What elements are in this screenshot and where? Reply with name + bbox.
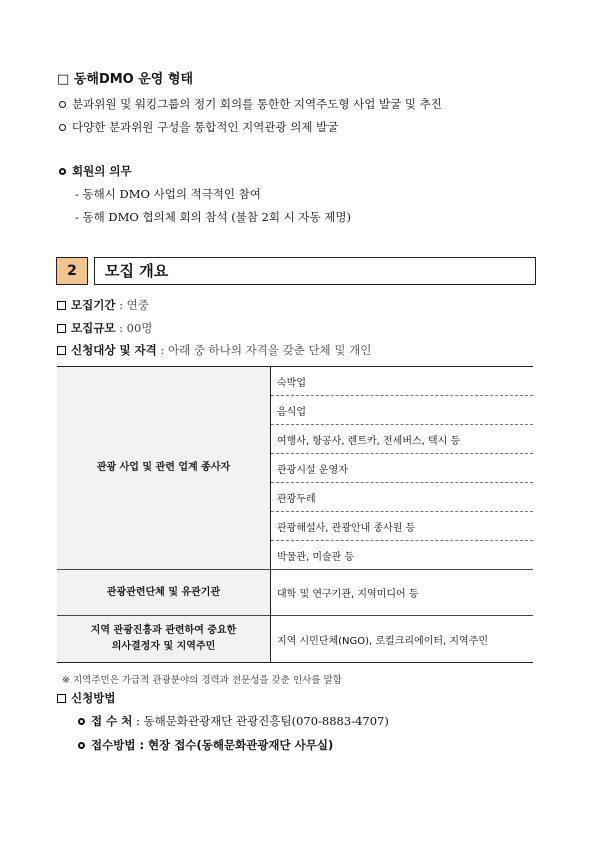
- checkbox-square-icon: [57, 301, 66, 310]
- section-header: [56, 257, 536, 285]
- category-cell: 지역 관광진흥과 관련하여 중요한 의사결정자 및 지역주민: [57, 616, 271, 663]
- duties-title: 회원의 의무: [59, 163, 132, 179]
- table-row: [57, 367, 533, 396]
- item-cell: 관광두레: [271, 483, 534, 512]
- recruit-size: 모집규모 : 00명: [57, 320, 152, 336]
- item-cell: 관광해설사, 관광안내 종사원 등: [271, 512, 534, 541]
- checkbox-square-icon: [57, 346, 66, 355]
- item-cell: 여행사, 항공사, 렌트카, 전세버스, 택시 등: [271, 425, 534, 454]
- eligibility-table: [57, 366, 533, 663]
- item-cell: 숙박업: [271, 367, 534, 396]
- recruit-target: 신청대상 및 자격 : 아래 중 하나의 자격을 갖춘 단체 및 개인: [57, 342, 371, 358]
- category-cell: 관광 사업 및 관련 업계 종사자: [57, 367, 271, 570]
- dmo-section-title: [57, 68, 193, 87]
- item-cell: 음식업: [271, 396, 534, 425]
- item-cell: 관광시설 운영자: [271, 454, 534, 483]
- apply-receiver: 접 수 처 : 동해문화관광재단 관광진흥팀(070-8883-4707): [78, 713, 389, 729]
- checkbox-square-icon: [57, 694, 66, 703]
- circle-bullet-icon: [78, 718, 85, 725]
- circle-bullet-icon: [59, 124, 66, 131]
- circle-bullet-icon: [59, 101, 66, 108]
- circle-bullet-icon: [59, 168, 66, 175]
- dmo-bullet-1: 분과위원 및 워킹그룹의 정기 회의를 통한한 지역주도형 사업 발굴 및 추진: [59, 96, 442, 112]
- table-row: [57, 616, 533, 663]
- item-cell: 대학 및 연구기관, 지역미디어 등: [271, 570, 534, 616]
- table-row: [57, 570, 533, 616]
- footnote: ※ 지역주민은 가급적 관광분야의 경력과 전문성을 갖춘 인사를 말함: [62, 675, 342, 686]
- circle-bullet-icon: [78, 742, 85, 749]
- checkbox-square-icon: [57, 324, 66, 333]
- checkbox-square-icon: □: [57, 72, 70, 87]
- section-title: 모집 개요: [94, 257, 536, 285]
- duty-item-1: - 동해시 DMO 사업의 적극적인 참여: [75, 187, 261, 201]
- apply-title: 신청방법: [57, 690, 115, 706]
- apply-method: 접수방법 : 현장 접수(동해문화관광재단 사무실): [78, 737, 333, 753]
- item-cell: 지역 시민단체(NGO), 로컬크리에이터, 지역주민: [277, 635, 489, 647]
- category-cell: 관광관련단체 및 유관기관: [57, 570, 271, 616]
- dmo-bullet-2: 다양한 분과위원 구성을 통합적인 지역관광 의제 발굴: [59, 119, 338, 135]
- section-number: 2: [56, 257, 88, 285]
- dmo-title-text: 동해DMO 운영 형태: [73, 72, 194, 87]
- item-cell: 박물관, 미술관 등: [271, 541, 534, 570]
- recruit-period: 모집기간 : 연중: [57, 297, 149, 313]
- duty-item-2: - 동해 DMO 협의체 회의 참석 (불참 2회 시 자동 제명): [75, 210, 352, 224]
